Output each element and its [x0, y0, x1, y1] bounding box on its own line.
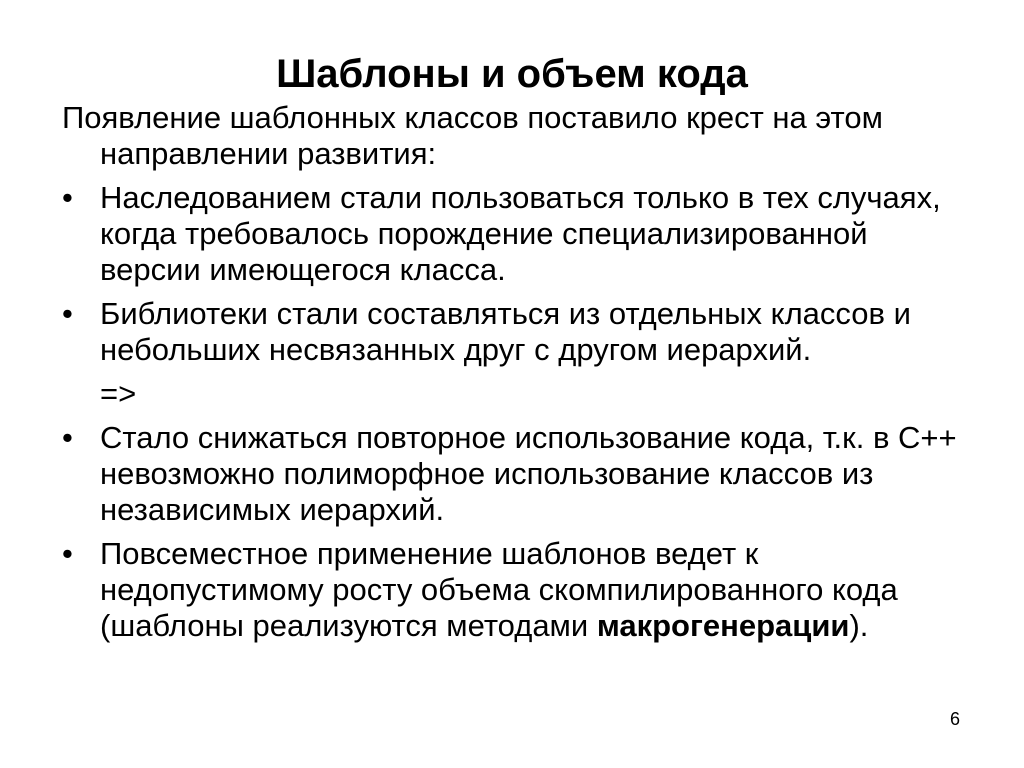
- slide-title: Шаблоны и объем кода: [276, 52, 748, 96]
- bullet-text-start: Повсеместное применение шаблонов ведет к недопустимому росту объема скомпилированного кода (шаблоны реализуются методами: [100, 536, 898, 643]
- bullet-text: Библиотеки стали составляться из отдельных классов и небольших несвязанных друг с другом иерархий.: [100, 296, 911, 367]
- bullet-text: [100, 536, 898, 643]
- intro-paragraph: Появление шаблонных классов поставило крест на этом направлении развития:: [62, 100, 883, 171]
- bullet-text: Наследованием стали пользоваться только в тех случаях, когда требовалось порождение специализированной версии имеющегося класса.: [100, 180, 941, 287]
- bullet-marker: •: [62, 296, 73, 331]
- bold-term: макрогенерации: [596, 608, 850, 643]
- bullet-marker: •: [62, 420, 73, 455]
- implication-arrow: =>: [100, 376, 137, 411]
- bullet-marker: •: [62, 536, 73, 571]
- bullet-text-end: ).: [849, 608, 869, 643]
- bullet-item-libraries: [62, 296, 962, 368]
- bullet-text: Стало снижаться повторное использование кода, т.к. в С++ невозможно полиморфное использование классов из независимых иерархий.: [100, 420, 957, 527]
- bullet-item-code-reuse: [62, 420, 962, 528]
- bullet-item-code-size: [62, 536, 962, 644]
- bullet-item-inheritance: [62, 180, 962, 288]
- slide-content: [62, 100, 962, 652]
- page-number: 6: [950, 709, 961, 729]
- bullet-marker: •: [62, 180, 73, 215]
